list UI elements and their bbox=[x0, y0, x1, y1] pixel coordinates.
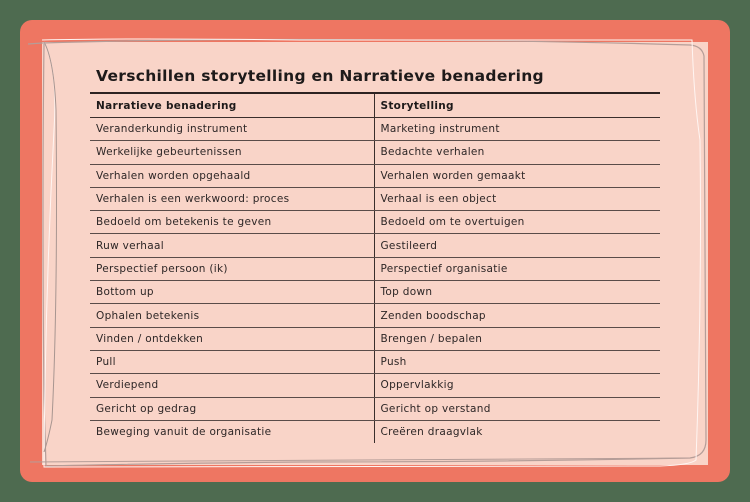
storytelling-cell: Creëren draagvlak bbox=[380, 426, 483, 438]
storytelling-cell: Top down bbox=[374, 281, 660, 304]
narratief-cell: Verhalen worden opgehaald bbox=[90, 164, 374, 187]
storytelling-cell: Oppervlakkig bbox=[374, 374, 660, 397]
table-row bbox=[90, 257, 660, 280]
table-row bbox=[90, 164, 660, 187]
narratief-cell: Gericht op gedrag bbox=[90, 397, 374, 420]
table-row bbox=[90, 397, 660, 420]
table-row bbox=[90, 374, 660, 397]
storytelling-cell: Perspectief organisatie bbox=[374, 257, 660, 280]
narratief-cell: Verdiepend bbox=[90, 374, 374, 397]
narratief-cell: Werkelijke gebeurtenissen bbox=[90, 141, 374, 164]
storytelling-cell: Bedachte verhalen bbox=[374, 141, 660, 164]
storytelling-cell: Marketing instrument bbox=[374, 118, 660, 141]
table-row bbox=[90, 141, 660, 164]
storytelling-cell: Gericht op verstand bbox=[374, 397, 660, 420]
table-header-row bbox=[90, 93, 660, 118]
narratief-cell: Perspectief persoon (ik) bbox=[90, 257, 374, 280]
column-header-narratieve: Narratieve benadering bbox=[90, 93, 374, 118]
storytelling-cell: Push bbox=[374, 350, 660, 373]
comparison-table bbox=[90, 92, 660, 443]
storytelling-cell: Verhalen worden gemaakt bbox=[374, 164, 660, 187]
narratief-cell: Beweging vanuit de organisatie bbox=[90, 420, 374, 443]
storytelling-cell: Bedoeld om te overtuigen bbox=[374, 211, 660, 234]
storytelling-cell: Verhaal is een object bbox=[374, 187, 660, 210]
page-title: Verschillen storytelling en Narratieve benadering bbox=[96, 67, 544, 85]
table-row bbox=[90, 327, 660, 350]
table-row bbox=[90, 304, 660, 327]
table-row bbox=[90, 350, 660, 373]
narratief-cell: Bedoeld om betekenis te geven bbox=[90, 211, 374, 234]
narratief-cell: Ophalen betekenis bbox=[90, 304, 374, 327]
narratief-cell: Vinden / ontdekken bbox=[90, 327, 374, 350]
column-header-storytelling: Storytelling bbox=[374, 93, 660, 118]
narratief-cell: Ruw verhaal bbox=[90, 234, 374, 257]
table-row bbox=[90, 281, 660, 304]
storytelling-cell: Zenden boodschap bbox=[374, 304, 660, 327]
comparison-document bbox=[90, 66, 660, 443]
narratief-cell: Verhalen is een werkwoord: proces bbox=[90, 187, 374, 210]
table-row bbox=[90, 118, 660, 141]
table-row bbox=[90, 187, 660, 210]
narratief-cell: Bottom up bbox=[90, 281, 374, 304]
table-row bbox=[90, 420, 660, 443]
storytelling-cell: Brengen / bepalen bbox=[374, 327, 660, 350]
narratief-cell: Veranderkundig instrument bbox=[90, 118, 374, 141]
table-row bbox=[90, 234, 660, 257]
narratief-cell: Pull bbox=[90, 350, 374, 373]
storytelling-cell: Gestileerd bbox=[374, 234, 660, 257]
table-row bbox=[90, 211, 660, 234]
